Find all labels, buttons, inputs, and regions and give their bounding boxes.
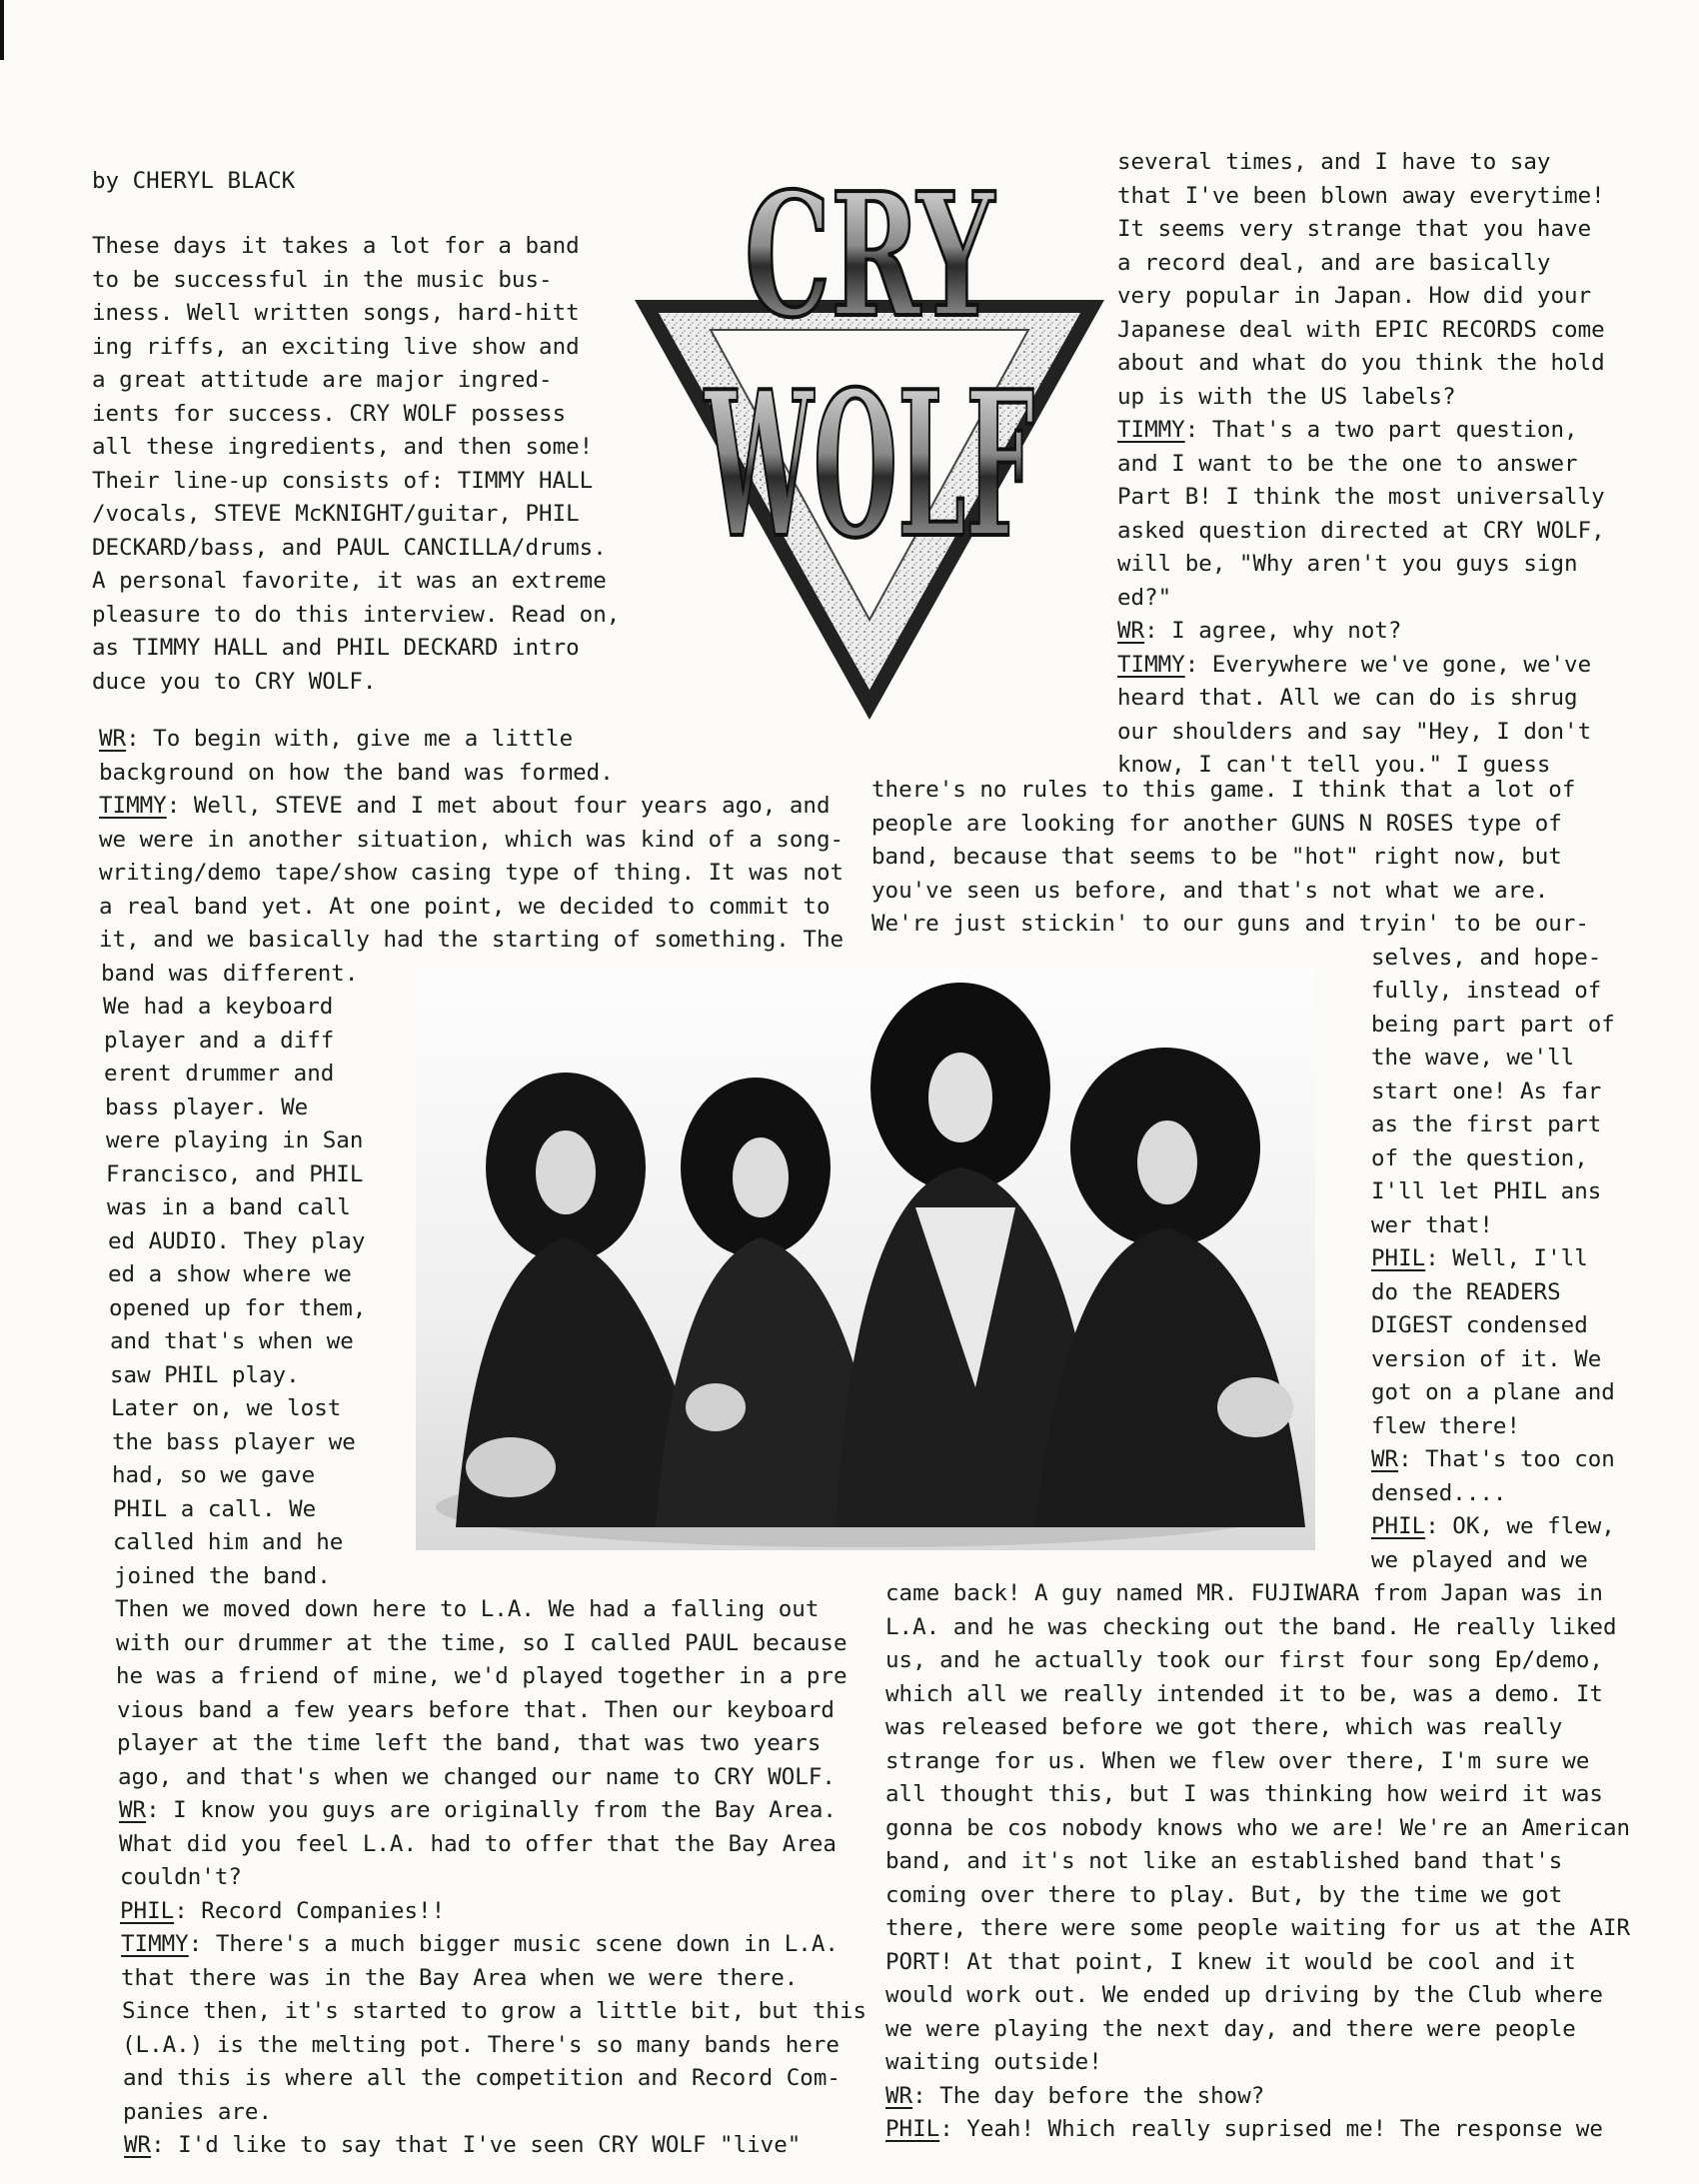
line-text: we were playing the next day, and there were people: [885, 2015, 1576, 2042]
text-line: [1117, 381, 1605, 415]
text-line: [120, 1895, 866, 1929]
text-line: [121, 1962, 866, 1996]
line-text: it, and we basically had the starting of something. The: [99, 927, 845, 953]
line-text: : That's too con: [1398, 1446, 1615, 1472]
cry-wolf-logo: [615, 150, 1124, 730]
line-text: I'll let PHIL ans: [1371, 1178, 1602, 1204]
text-line: [885, 2013, 1630, 2047]
line-text: all thought this, but I was thinking how weird it was: [885, 1781, 1603, 1807]
line-text: PORT! At that point, I knew it would be cool and it: [885, 1948, 1576, 1975]
text-line: all these ingredients, and then some!: [92, 434, 594, 460]
text-line: [871, 841, 1630, 875]
line-text: several times, and I have to say: [1117, 149, 1551, 175]
text-line: [1117, 649, 1605, 683]
text-line: [885, 1845, 1630, 1879]
text-line: [1371, 1309, 1630, 1343]
line-text: of the question,: [1371, 1144, 1588, 1171]
text-line: [885, 1644, 1630, 1678]
text-line: [871, 908, 1630, 942]
line-text: we were in another situation, which was kind of a song-: [99, 826, 845, 853]
line-text: Since then, it's started to grow a little bit, but this: [122, 1998, 867, 2024]
line-text: had, so we gave: [112, 1462, 316, 1488]
text-line: [885, 2113, 1630, 2147]
text-line: [1371, 1544, 1630, 1578]
text-line: [119, 1828, 866, 1862]
line-text: Japanese deal with EPIC RECORDS come: [1117, 316, 1605, 343]
line-text: We're just stickin' to our guns and tryin' to be our-: [871, 911, 1589, 937]
text-line: [1371, 942, 1630, 976]
speaker-label: WR: [99, 726, 127, 752]
text-line: [1371, 1410, 1630, 1444]
line-text: (L.A.) is the melting pot. There's so many bands here: [122, 2031, 840, 2058]
text-line: ing riffs, an exciting live show and: [92, 333, 580, 360]
text-line: ients for success. CRY WOLF possess: [92, 400, 567, 427]
text-line: [120, 1861, 866, 1895]
line-text: us, and he actually took our first four song Ep/demo,: [885, 1647, 1603, 1673]
line-text: about and what do you think the hold: [1117, 350, 1605, 376]
line-text: ago, and that's when we changed our name to CRY WOLF.: [118, 1763, 836, 1790]
line-text: opened up for them,: [109, 1294, 367, 1321]
line-text: : There's a much bigger music scene down in L.A.: [188, 1931, 839, 1957]
text-line: [122, 1995, 866, 2029]
scan-edge-mark: [0, 0, 4, 60]
line-text: will be, "Why aren't you guys sign: [1117, 551, 1578, 577]
line-text: with our drummer at the time, so I called PAUL because: [116, 1629, 848, 1656]
line-text: : Well, I'll: [1425, 1245, 1588, 1271]
speaker-label: PHIL: [120, 1897, 175, 1924]
text-line: [885, 1678, 1630, 1712]
text-line: /vocals, STEVE McKNIGHT/guitar, PHIL: [92, 501, 580, 527]
line-text: came back! A guy named MR. FUJIWARA from Japan was in: [885, 1580, 1603, 1606]
text-line: [115, 1593, 866, 1627]
line-text: PHIL a call. We: [113, 1495, 317, 1522]
line-text: was released before we got there, which was really: [885, 1714, 1563, 1740]
text-line: [871, 774, 1630, 808]
line-text: a record deal, and are basically: [1117, 249, 1551, 276]
line-text: do the READERS: [1371, 1278, 1561, 1305]
line-text: would work out. We ended up driving by the Club where: [885, 1982, 1603, 2008]
text-line: [885, 1577, 1630, 1611]
text-line: [1117, 146, 1605, 180]
line-text: : The day before the show?: [912, 2082, 1265, 2109]
text-line: [116, 1660, 866, 1694]
text-line: [1371, 1242, 1630, 1276]
text-line: [885, 1946, 1630, 1980]
text-line: [99, 824, 866, 858]
text-line: [1117, 414, 1605, 448]
logo-text-wolf: WOLF: [704, 348, 1034, 583]
line-text: saw PHIL play.: [110, 1361, 300, 1388]
line-text: joined the band.: [114, 1562, 331, 1589]
line-text: were playing in San: [106, 1127, 364, 1153]
text-line: [1117, 247, 1605, 281]
band-member-figure: [1035, 1048, 1305, 1527]
line-text: player at the time left the band, that was two years: [117, 1730, 822, 1756]
logo-text-cry: CRY: [745, 156, 996, 356]
text-line: [1117, 515, 1605, 549]
right-top-column: [1117, 146, 1605, 783]
line-text: L.A. and he was checking out the band. He really liked: [885, 1613, 1617, 1640]
text-line: [117, 1694, 866, 1728]
line-text: got on a plane and: [1371, 1379, 1615, 1405]
line-text: We had a keyboard: [103, 994, 334, 1020]
text-line: [1117, 180, 1605, 214]
text-line: [99, 924, 866, 958]
text-line: [1371, 1209, 1630, 1243]
line-text: writing/demo tape/show casing type of thing. It was not: [99, 860, 845, 886]
line-text: Part B! I think the most universally: [1117, 484, 1605, 510]
line-text: ed?": [1117, 584, 1172, 611]
text-line: Their line-up consists of: TIMMY HALL: [92, 467, 594, 494]
text-line: [1117, 716, 1605, 750]
line-text: couldn't?: [120, 1864, 242, 1890]
text-line: [123, 2062, 866, 2096]
line-text: : I agree, why not?: [1144, 618, 1402, 644]
text-line: [123, 2096, 866, 2130]
line-text: : Well, STEVE and I met about four years ago, and: [166, 793, 831, 819]
line-text: : Yeah! Which really suprised me! The response we: [939, 2116, 1603, 2142]
text-line: [885, 2046, 1630, 2080]
text-line: DECKARD/bass, and PAUL CANCILLA/drums.: [92, 534, 607, 561]
line-text: band was different.: [101, 960, 359, 987]
line-text: densed....: [1371, 1479, 1507, 1506]
text-line: These days it takes a lot for a band: [92, 233, 580, 259]
line-text: up is with the US labels?: [1117, 383, 1456, 410]
speaker-label: WR: [124, 2132, 152, 2158]
text-line: [1117, 682, 1605, 716]
line-text: know, I can't tell you." I guess: [1117, 752, 1551, 778]
text-line: [118, 1761, 866, 1795]
text-line: pleasure to do this interview. Read on,: [92, 601, 621, 628]
text-line: [1117, 280, 1605, 314]
text-line: [1117, 448, 1605, 482]
line-text: and that's when we: [110, 1328, 354, 1354]
line-text: fully, instead of: [1371, 978, 1602, 1004]
speaker-label: PHIL: [885, 2116, 940, 2142]
text-line: [99, 757, 866, 791]
line-text: which all we really intended it to be, was a demo. It: [885, 1680, 1603, 1707]
line-text: : Record Companies!!: [174, 1897, 446, 1924]
text-line: [1371, 1142, 1630, 1176]
line-text: people are looking for another GUNS N ROSES type of: [871, 810, 1562, 837]
text-line: [99, 857, 866, 891]
text-line: [885, 1611, 1630, 1645]
speaker-label: PHIL: [1371, 1245, 1426, 1271]
line-text: there's no rules to this game. I think that a lot of: [871, 777, 1576, 803]
line-text: a real band yet. At one point, we decided to commit to: [99, 893, 831, 920]
text-line: [124, 2129, 866, 2163]
text-line: [885, 1745, 1630, 1779]
speaker-label: WR: [119, 1797, 147, 1823]
text-line: [1117, 481, 1605, 515]
line-text: there, there were some people waiting for us at the AIR: [885, 1915, 1631, 1941]
line-text: waiting outside!: [885, 2049, 1102, 2075]
line-text: very popular in Japan. How did your: [1117, 283, 1592, 309]
line-text: It seems very strange that you have: [1117, 216, 1592, 242]
line-text: as the first part: [1371, 1111, 1602, 1137]
text-line: [1371, 1477, 1630, 1511]
speaker-label: TIMMY: [1117, 417, 1185, 443]
line-text: the wave, we'll: [1371, 1045, 1575, 1071]
line-text: called him and he: [113, 1529, 344, 1555]
text-line: [116, 1627, 866, 1661]
line-text: asked question directed at CRY WOLF,: [1117, 517, 1605, 544]
line-text: strange for us. When we flew over there, I'm sure we: [885, 1747, 1590, 1774]
text-line: [99, 891, 866, 925]
line-text: : To begin with, give me a little: [126, 726, 574, 752]
text-line: [121, 1928, 866, 1962]
line-text: flew there!: [1371, 1412, 1521, 1439]
text-line: [871, 808, 1630, 842]
line-text: bass player. We: [105, 1093, 309, 1120]
text-line: [1117, 213, 1605, 247]
line-text: ed a show where we: [108, 1261, 352, 1287]
line-text: gonna be cos nobody knows who we are! We're an American: [885, 1814, 1631, 1841]
line-text: that I've been blown away everytime!: [1117, 182, 1605, 209]
line-text: and I want to be the one to answer: [1117, 450, 1578, 477]
line-text: vious band a few years before that. Then our keyboard: [117, 1696, 835, 1723]
line-text: wer that!: [1371, 1211, 1493, 1238]
line-text: that there was in the Bay Area when we were there.: [121, 1964, 799, 1991]
text-line: [1371, 1343, 1630, 1377]
text-line: iness. Well written songs, hard-hitt: [92, 300, 580, 326]
speaker-label: WR: [1371, 1446, 1399, 1472]
line-text: band, because that seems to be "hot" right now, but: [871, 844, 1562, 870]
line-text: Then we moved down here to L.A. We had a falling out: [115, 1596, 820, 1622]
line-text: version of it. We: [1371, 1345, 1602, 1372]
line-text: coming over there to play. But, by the time we got: [885, 1881, 1563, 1908]
text-line: [1117, 314, 1605, 348]
text-line: [885, 1879, 1630, 1913]
intro-paragraph: [92, 230, 620, 699]
line-text: the bass player we: [112, 1428, 356, 1455]
text-line: [122, 2029, 866, 2063]
line-text: heard that. All we can do is shrug: [1117, 685, 1578, 711]
speaker-label: TIMMY: [99, 793, 167, 819]
line-text: he was a friend of mine, we'd played together in a pre: [116, 1663, 848, 1689]
text-line: [1371, 1108, 1630, 1142]
text-line: [119, 1794, 866, 1828]
text-line: [1371, 1376, 1630, 1410]
line-text: start one! As far: [1371, 1078, 1602, 1104]
text-line: [885, 1979, 1630, 2013]
text-line: A personal favorite, it was an extreme: [92, 568, 607, 594]
text-line: [1371, 1276, 1630, 1310]
text-line: [885, 1812, 1630, 1846]
text-line: [1371, 1510, 1630, 1544]
text-line: [1371, 1076, 1630, 1109]
band-photo: [416, 968, 1315, 1550]
line-text: background on how the band was formed.: [99, 759, 614, 786]
text-line: [1371, 1175, 1630, 1209]
line-text: band, and it's not like an established band that's: [885, 1848, 1563, 1874]
text-line: duce you to CRY WOLF.: [92, 668, 377, 695]
line-text: DIGEST condensed: [1371, 1312, 1588, 1338]
line-text: player and a diff: [104, 1027, 335, 1054]
text-line: [885, 1912, 1630, 1946]
text-line: [885, 2080, 1630, 2114]
line-text: ed AUDIO. They play: [108, 1227, 366, 1254]
text-line: [99, 790, 866, 824]
text-line: [117, 1727, 866, 1761]
line-text: selves, and hope-: [1371, 944, 1602, 971]
line-text: we played and we: [1371, 1546, 1588, 1573]
text-line: [1117, 347, 1605, 381]
text-line: [1371, 1009, 1630, 1043]
text-line: [871, 875, 1630, 909]
text-line: [99, 723, 866, 757]
byline: by CHERYL BLACK: [92, 168, 296, 194]
text-line: [885, 1778, 1630, 1812]
line-text: : I know you guys are originally from the Bay Area.: [146, 1797, 837, 1823]
line-text: Later on, we lost: [111, 1395, 342, 1421]
speaker-label: WR: [1117, 618, 1145, 644]
text-line: [1117, 615, 1605, 649]
line-text: : OK, we flew,: [1425, 1513, 1615, 1539]
line-text: was in a band call: [107, 1194, 351, 1220]
speaker-label: WR: [885, 2082, 913, 2109]
line-text: being part part of: [1371, 1011, 1615, 1038]
text-line: a great attitude are major ingred-: [92, 367, 553, 393]
speaker-label: TIMMY: [121, 1931, 189, 1957]
text-line: [1371, 1042, 1630, 1076]
line-text: erent drummer and: [104, 1061, 335, 1087]
line-text: you've seen us before, and that's not what we are.: [871, 877, 1549, 904]
text-line: as TIMMY HALL and PHIL DECKARD intro: [92, 635, 580, 661]
line-text: Francisco, and PHIL: [106, 1160, 364, 1187]
line-text: : I'd like to say that I've seen CRY WOLF "live": [151, 2132, 802, 2158]
text-line: [1117, 548, 1605, 582]
text-line: [885, 1711, 1630, 1745]
line-text: : That's a two part question,: [1184, 417, 1578, 443]
text-line: to be successful in the music bus-: [92, 266, 553, 293]
line-text: our shoulders and say "Hey, I don't: [1117, 718, 1592, 745]
text-line: [114, 1560, 866, 1594]
line-text: : Everywhere we've gone, we've: [1184, 651, 1592, 678]
speaker-label: PHIL: [1371, 1513, 1426, 1539]
line-text: panies are.: [123, 2098, 273, 2125]
text-line: [1371, 975, 1630, 1009]
text-line: [1117, 582, 1605, 616]
line-text: What did you feel L.A. had to offer that the Bay Area: [119, 1830, 837, 1857]
line-text: and this is where all the competition and Record Com-: [123, 2065, 841, 2091]
speaker-label: TIMMY: [1117, 651, 1185, 678]
text-line: [1371, 1443, 1630, 1477]
